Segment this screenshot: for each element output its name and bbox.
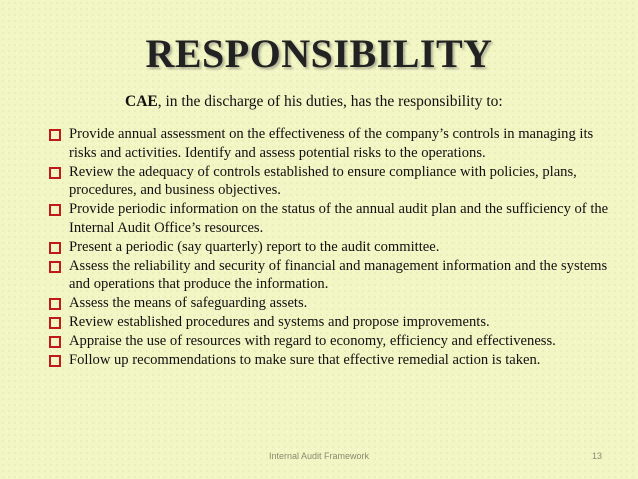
- slide-title: RESPONSIBILITY: [145, 31, 493, 76]
- list-item: [49, 200, 609, 237]
- hollow-square-icon: [49, 129, 61, 141]
- responsibility-list: [49, 125, 609, 370]
- hollow-square-icon: [49, 167, 61, 179]
- list-item: [49, 125, 609, 162]
- list-item: [49, 294, 609, 313]
- list-item-text: Assess the reliability and security of financial and management information and the systems and operations that produce the information.: [69, 257, 608, 292]
- intro-line: [125, 93, 503, 111]
- intro-text: , in the discharge of his duties, has the responsibility to:: [157, 93, 503, 110]
- hollow-square-icon: [49, 298, 61, 310]
- list-item-text: Assess the means of safeguarding assets.: [69, 295, 308, 311]
- list-item-text: Follow up recommendations to make sure that effective remedial action is taken.: [69, 352, 541, 368]
- hollow-square-icon: [49, 204, 61, 216]
- list-item-text: Present a periodic (say quarterly) report to the audit committee.: [69, 238, 440, 255]
- list-item-text: Review established procedures and systems and propose improvements.: [69, 314, 490, 330]
- hollow-square-icon: [49, 355, 61, 367]
- list-item: [49, 332, 609, 351]
- page-number: 13: [591, 451, 602, 461]
- footer-label: Internal Audit Framework: [268, 451, 370, 461]
- list-item: [49, 238, 609, 257]
- list-item-text: Review the adequacy of controls established to ensure compliance with policies, plans, procedures, and business objectives.: [69, 163, 577, 198]
- hollow-square-icon: [49, 242, 61, 254]
- list-item-text: Provide periodic information on the status of the annual audit plan and the sufficiency of the Internal Audit Office’s resources.: [69, 201, 609, 236]
- intro-bold-term: CAE: [125, 93, 158, 110]
- list-item: [49, 313, 609, 332]
- hollow-square-icon: [49, 336, 61, 348]
- list-item: [49, 163, 609, 200]
- list-item: [49, 257, 609, 294]
- list-item: [49, 351, 609, 370]
- hollow-square-icon: [49, 317, 61, 329]
- hollow-square-icon: [49, 261, 61, 273]
- list-item-text: Appraise the use of resources with regard to economy, efficiency and effectiveness.: [69, 333, 556, 349]
- list-item-text: Provide annual assessment on the effectiveness of the company’s controls in managing its risks and activities. Identify and assess potential risks to the operations.: [69, 126, 594, 161]
